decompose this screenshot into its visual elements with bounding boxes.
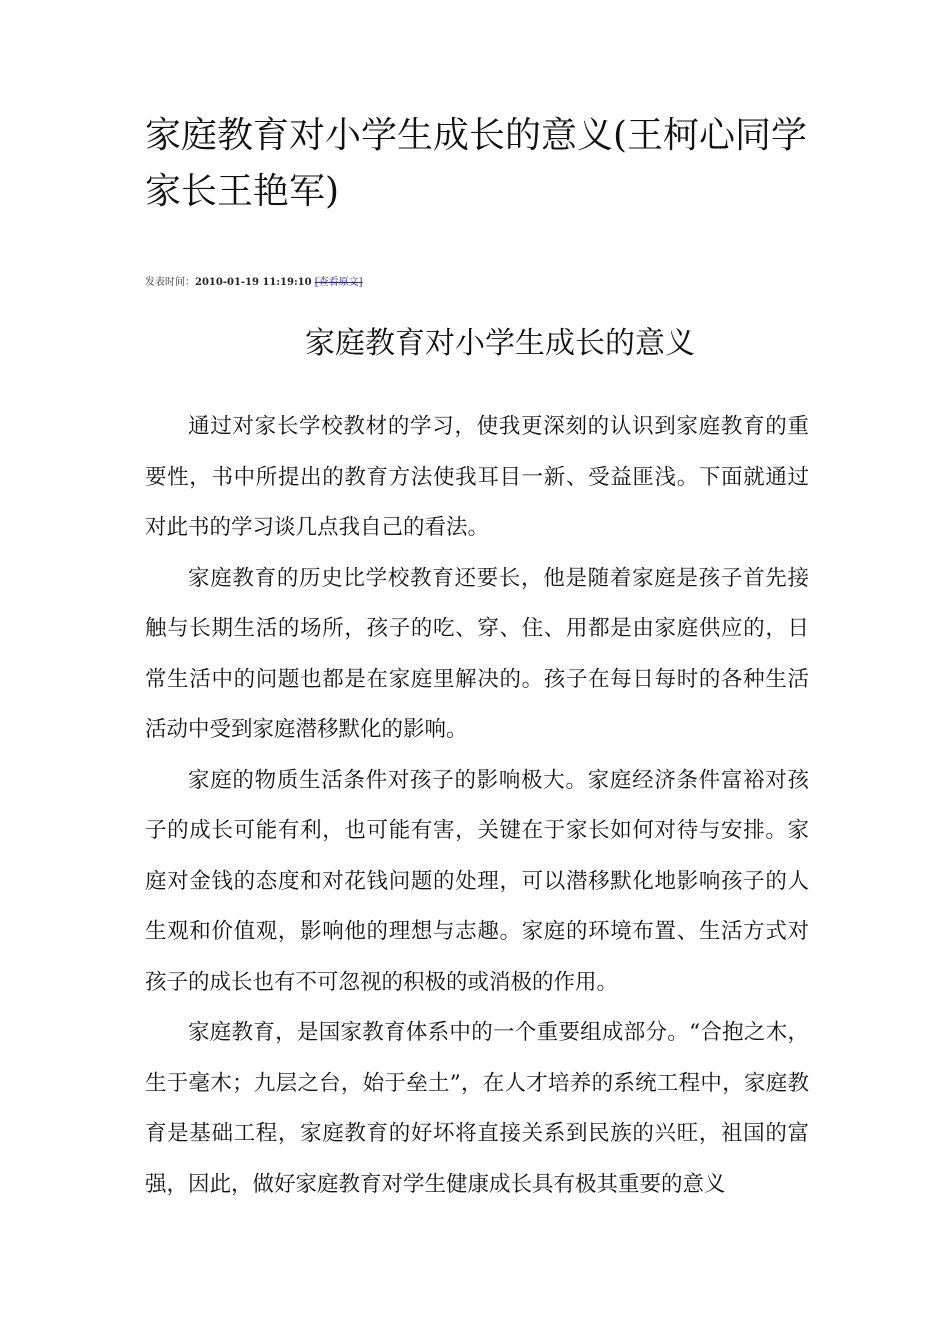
paragraph: 家庭教育，是国家教育体系中的一个重要组成部分。“合抱之木，生于毫木；九层之台，始于垒土”，在人才培养的系统工程中，家庭教育是基础工程，家庭教育的好坏将直接关系到民族的兴旺，祖国的富强，因此，做好家庭教育对学生健康成长具有极其重要的意义 (145, 1020, 809, 1197)
view-original-link[interactable]: [查看原文] (314, 277, 363, 288)
paragraph: 家庭的物质生活条件对孩子的影响极大。家庭经济条件富裕对孩子的成长可能有利，也可能有害，关键在于家长如何对待与安排。家庭对金钱的态度和对花钱问题的处理，可以潜移默化地影响孩子的人生观和价值观，影响他的理想与志趣。家庭的环境布置、生活方式对孩子的成长也有不可忽视的积极的或消极的作用。 (145, 767, 809, 995)
post-time-label: 发表时间： (145, 277, 195, 288)
paragraph: 通过对家长学校教材的学习，使我更深刻的认识到家庭教育的重要性，书中所提出的教育方法使我耳目一新、受益匪浅。下面就通过对此书的学习谈几点我自己的看法。 (145, 414, 809, 540)
post-meta (145, 276, 363, 290)
article-subtitle: 家庭教育对小学生成长的意义 (305, 326, 695, 361)
post-time: 2010-01-19 11:19:10 (195, 277, 312, 288)
article-body (145, 402, 809, 1210)
paragraph: 家庭教育的历史比学校教育还要长，他是随着家庭是孩子首先接触与长期生活的场所，孩子的吃、穿、住、用都是由家庭供应的，日常生活中的问题也都是在家庭里解决的。孩子在每日每时的各种生活活动中受到家庭潜移默化的影响。 (145, 565, 809, 742)
document-title: 家庭教育对小学生成长的意义(王柯心同学家长王艳军) (145, 115, 808, 212)
